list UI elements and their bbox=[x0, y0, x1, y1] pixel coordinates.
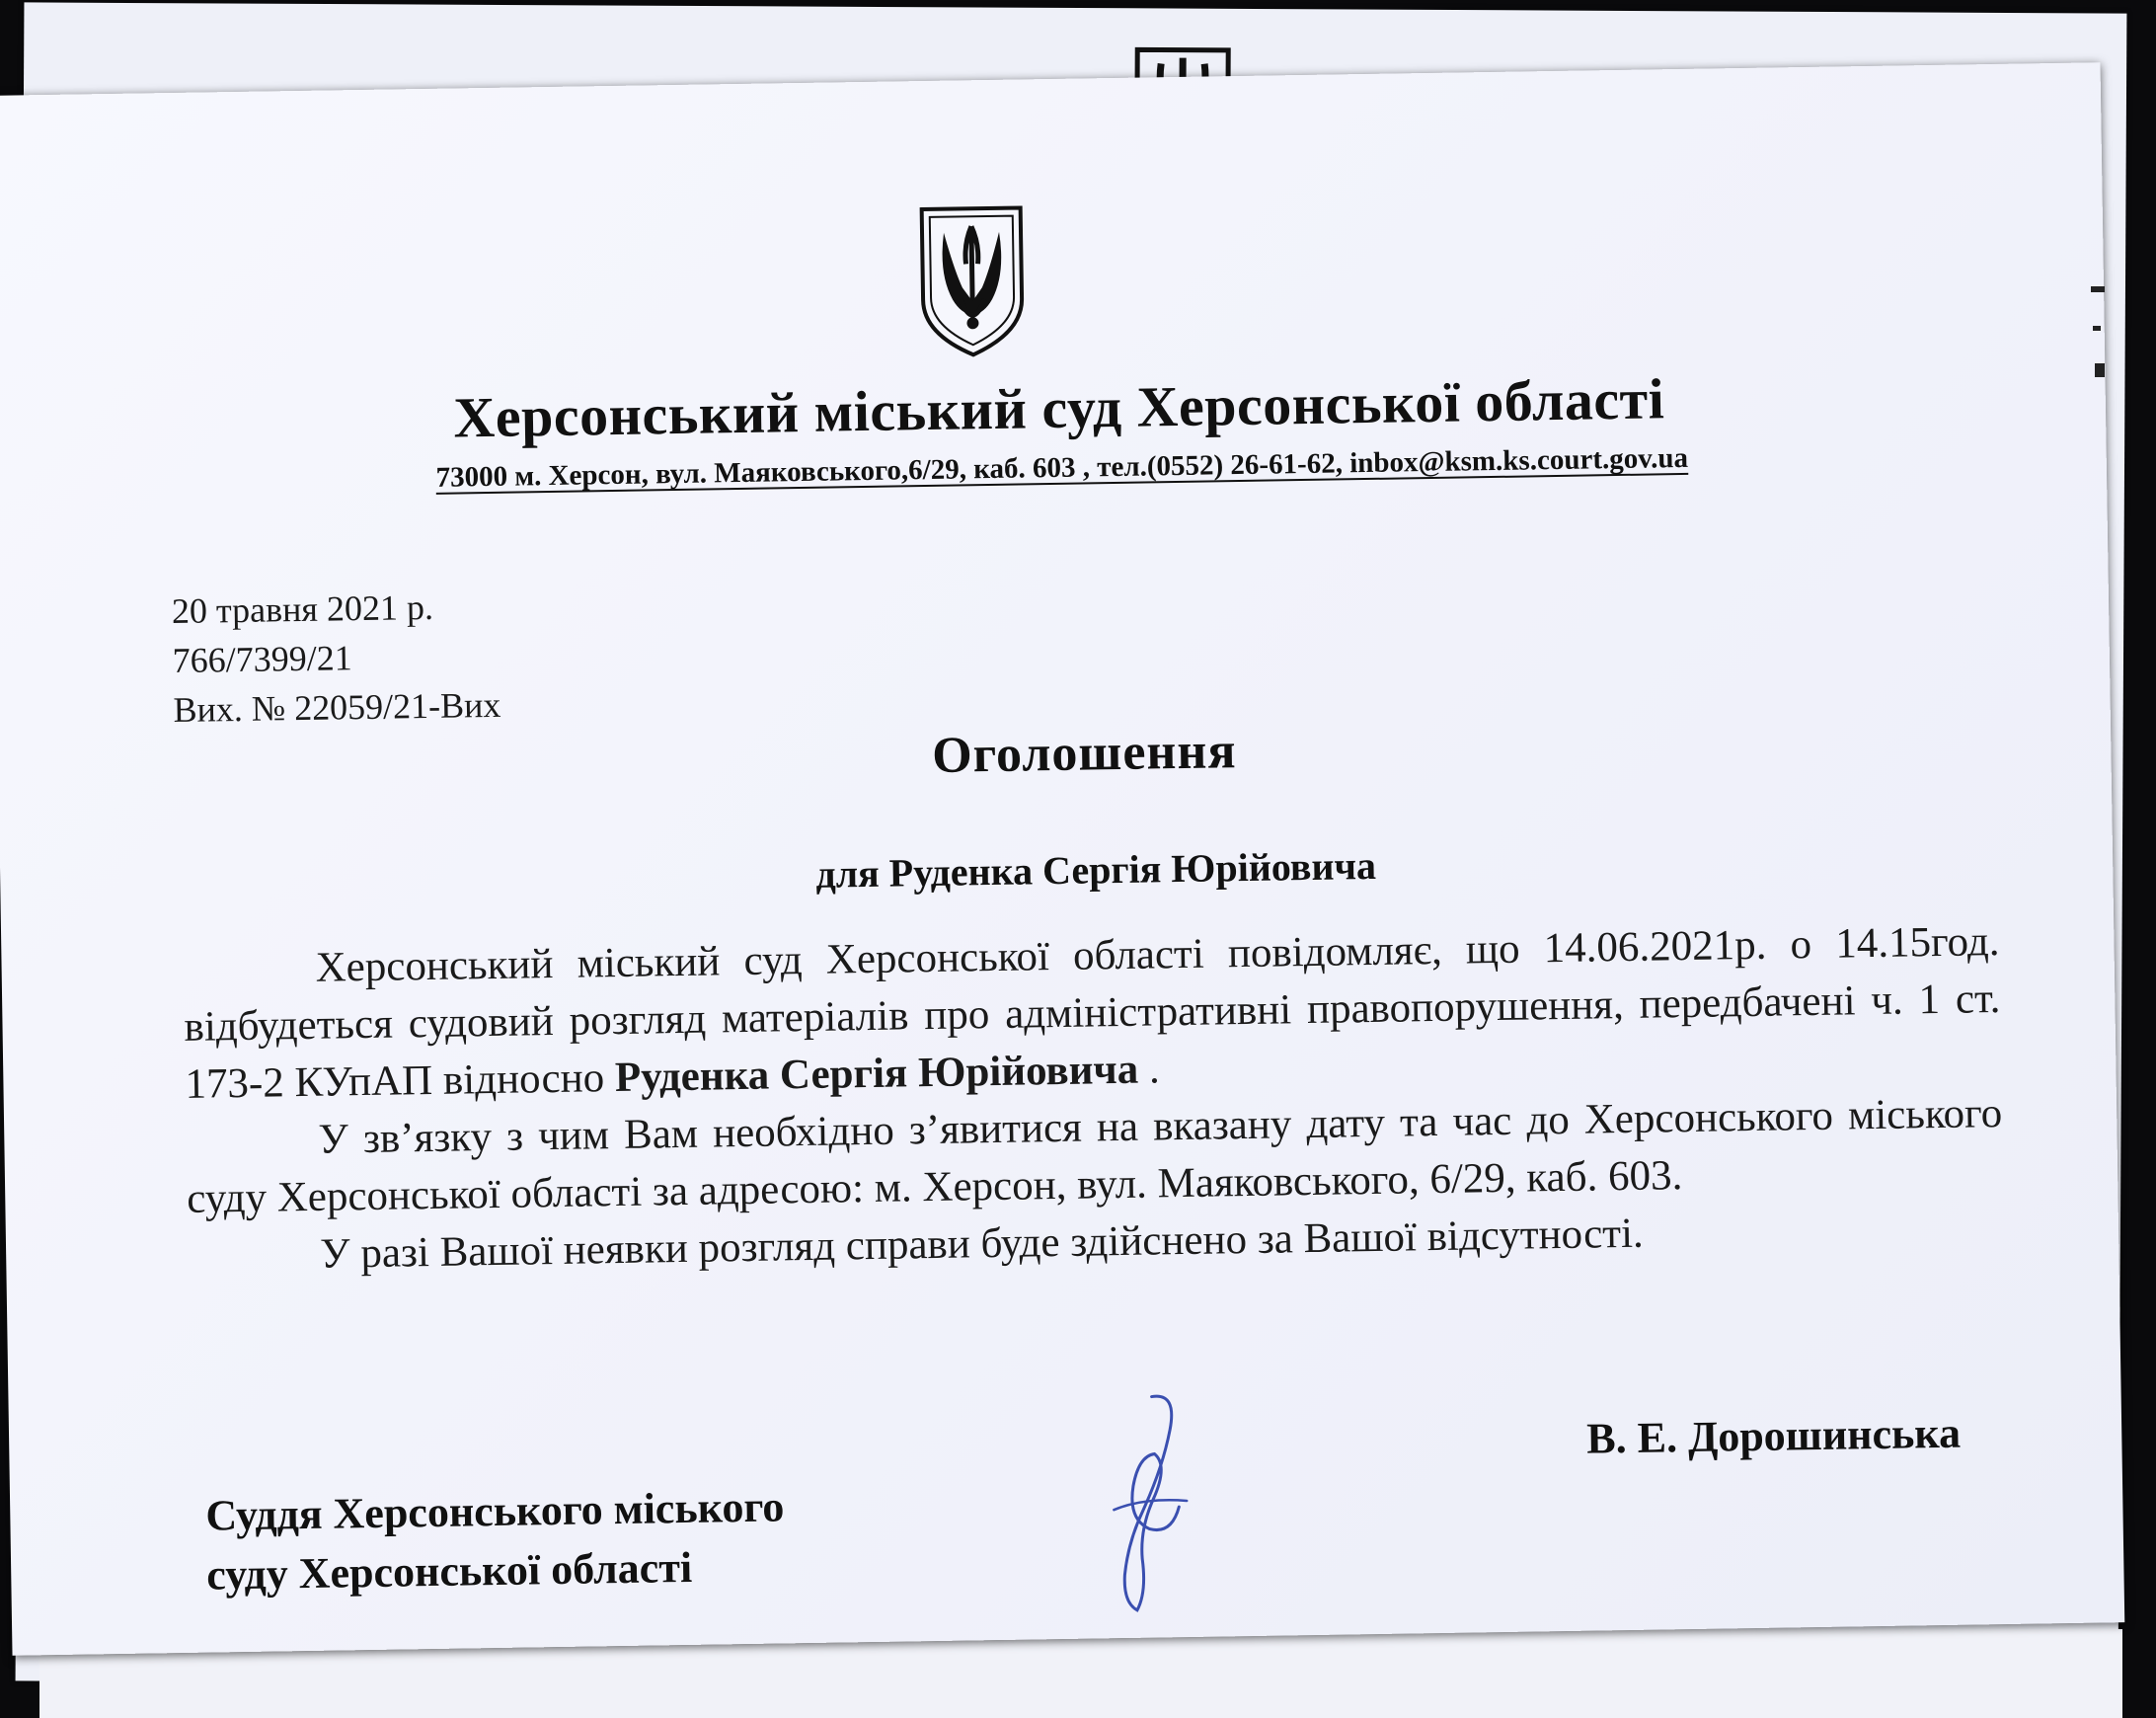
trident-emblem-icon bbox=[916, 203, 1029, 359]
handwritten-signature bbox=[1082, 1390, 1214, 1619]
paragraph-hearing bbox=[183, 913, 2002, 1114]
outgoing-number: Вих. № 22059/21-Вих bbox=[173, 684, 501, 731]
document-page bbox=[0, 62, 2124, 1655]
signer-name: В. Е. Дорошинська bbox=[1585, 1408, 1962, 1463]
document-date: 20 травня 2021 р. bbox=[171, 586, 434, 632]
paragraph-hearing-end: . bbox=[1137, 1046, 1161, 1093]
edge-mark bbox=[2095, 363, 2105, 377]
edge-mark bbox=[2091, 286, 2105, 292]
edge-mark bbox=[2093, 326, 2101, 331]
court-address: 73000 м. Херсон, вул. Маяковського,6/29, каб. 603 , тел.(0552) 26-61-62, inbox@ksm.ks.court.gov.ua bbox=[435, 441, 1689, 494]
notice-body bbox=[183, 913, 2004, 1286]
paragraph-appearance: У зв’язку з чим Вам необхідно з’явитися на вказану дату та час до Херсонського міського суду Херсонської області за адресою: м. Херсон, вул. Маяковського, 6/29, каб. 603. bbox=[186, 1089, 2003, 1222]
addressee: для Руденка Сергія Юрійовича bbox=[815, 842, 1377, 897]
document-meta bbox=[172, 582, 501, 735]
paragraph-hearing-text: Херсонський міський суд Херсонської області повідомляє, що 14.06.2021р. о 14.15год. відбудеться судовий розгляд матеріалів про адміністративні правопорушення, передбачені ч. 1 ст. 173-2 КУпАП відносно bbox=[184, 918, 2001, 1108]
paragraph-absence: У разі Вашої неявки розгляд справи буде здійснено за Вашої відсутності. bbox=[319, 1210, 1645, 1278]
case-number: 766/7399/21 bbox=[172, 638, 353, 681]
defendant-name: Руденка Сергія Юрійовича bbox=[614, 1046, 1139, 1102]
document-title: Оголошення bbox=[931, 723, 1237, 784]
signer-title-line1: Суддя Херсонського міського bbox=[204, 1482, 785, 1540]
signer-title bbox=[205, 1477, 786, 1604]
court-name: Херсонський міський суд Херсонської області bbox=[452, 366, 1665, 450]
signer-title-line2: суду Херсонської області bbox=[205, 1542, 693, 1600]
